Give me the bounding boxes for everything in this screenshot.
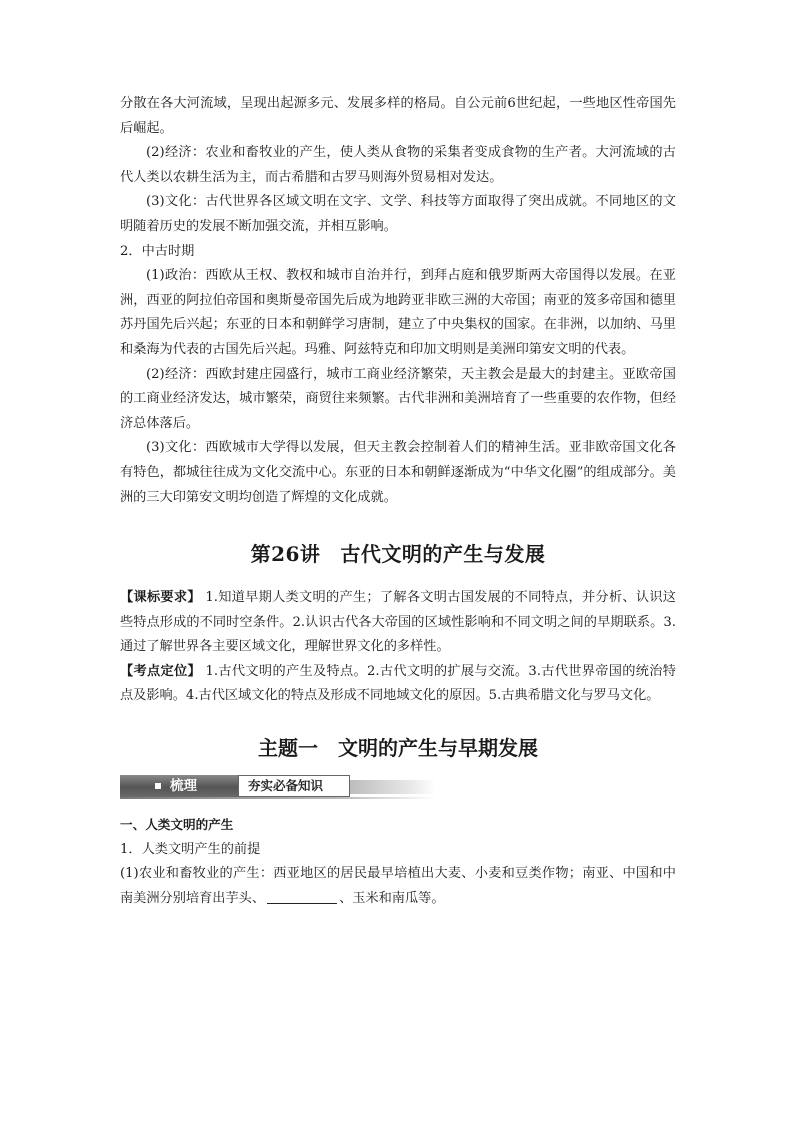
intro-paragraph-economy: (2)经济：农业和畜牧业的产生，使人类从食物的采集者变成食物的生产者。大河流域的古代人类以农耕生活为主，而古希腊和古罗马则海外贸易相对发达。 (120, 145, 676, 185)
section-heading: 一、人类文明的产生 (120, 817, 234, 833)
topic-name: 文明的产生与早期发展 (338, 736, 538, 761)
banner-rule (120, 797, 436, 799)
page-content (120, 92, 676, 911)
banner-label: 梳理 (170, 778, 197, 795)
exam-points (120, 660, 676, 709)
requirements-tag: 【课标要求】 (120, 590, 201, 606)
intro-paragraph-1: 分散在各大河流域，呈现出起源多元、发展多样的格局。自公元前6世纪起，一些地区性帝国先后崛起。 (120, 96, 676, 136)
banner-sublabel: 夯实必备知识 (248, 778, 324, 794)
exam-points-text: 1.古代文明的产生及特点。2.古代文明的扩展与交流。3.古代世界帝国的统治特点及影响。4.古代区域文化的特点及形成不同地域文化的原因。5.古典希腊文化与罗马文化。 (120, 663, 676, 704)
curriculum-requirements (120, 586, 676, 660)
section-subheading: 1．人类文明产生的前提 (120, 841, 261, 857)
topic-title (120, 731, 676, 765)
middle-ages-culture: (3)文化：西欧城市大学得以发展，但天主教会控制着人们的精神生活。亚非欧帝国文化各有特色，都城往往成为文化交流中心。东亚的日本和朝鲜逐渐成为“中华文化圈”的组成部分。美洲的三大印第安文明均创造了辉煌的文化成就。 (120, 440, 676, 505)
middle-ages-economy: (2)经济：西欧封建庄园盛行，城市工商业经济繁荣，天主教会是最大的封建主。亚欧帝国的工商业经济发达，城市繁荣，商贸往来频繁。古代非洲和美洲培育了一些重要的农作物，但经济总体落后。 (120, 366, 676, 431)
lecture-name: 古代文明的产生与发展 (340, 542, 546, 567)
topic-number: 主题一 (258, 736, 318, 761)
agriculture-text-after: 、玉米和南瓜等。 (339, 890, 445, 906)
intro-paragraph-culture: (3)文化：古代世界各区域文明在文字、文学、科技等方面取得了突出成就。不同地区的文明随着历史的发展不断加强交流，并相互影响。 (120, 194, 676, 234)
banner-fade (350, 780, 436, 794)
lecture-number: 第26讲 (250, 542, 321, 567)
middle-ages-heading: 2．中古时期 (120, 243, 195, 259)
square-bullet-icon (155, 783, 161, 789)
lecture-title (120, 538, 676, 570)
section-banner (120, 775, 436, 799)
agriculture-paragraph (120, 862, 676, 911)
middle-ages-politics: (1)政治：西欧从王权、教权和城市自治并行，到拜占庭和俄罗斯两大帝国得以发展。在亚洲，西亚的阿拉伯帝国和奥斯曼帝国先后成为地跨亚非欧三洲的大帝国；南亚的笈多帝国和德里苏丹国先后兴起；东亚的日本和朝鲜学习唐制，建立了中央集权的国家。在非洲，以加纳、马里和桑海为代表的古国先后兴起。玛雅、阿兹特克和印加文明则是美洲印第安文明的代表。 (120, 268, 676, 357)
fill-in-blank[interactable] (267, 889, 337, 904)
exam-points-tag: 【考点定位】 (120, 663, 202, 679)
agriculture-text-before: (1)农业和畜牧业的产生：西亚地区的居民最早培植出大麦、小麦和豆类作物；南亚、中国和中南美洲分别培育出芋头、 (120, 866, 676, 906)
requirements-text: 1.知道早期人类文明的产生；了解各文明古国发展的不同特点，并分析、认识这些特点形成的不同时空条件。2.认识古代各大帝国的区域性影响和不同文明之间的早期联系。3.通过了解世界各主要区域文化，理解世界文化的多样性。 (120, 590, 676, 655)
